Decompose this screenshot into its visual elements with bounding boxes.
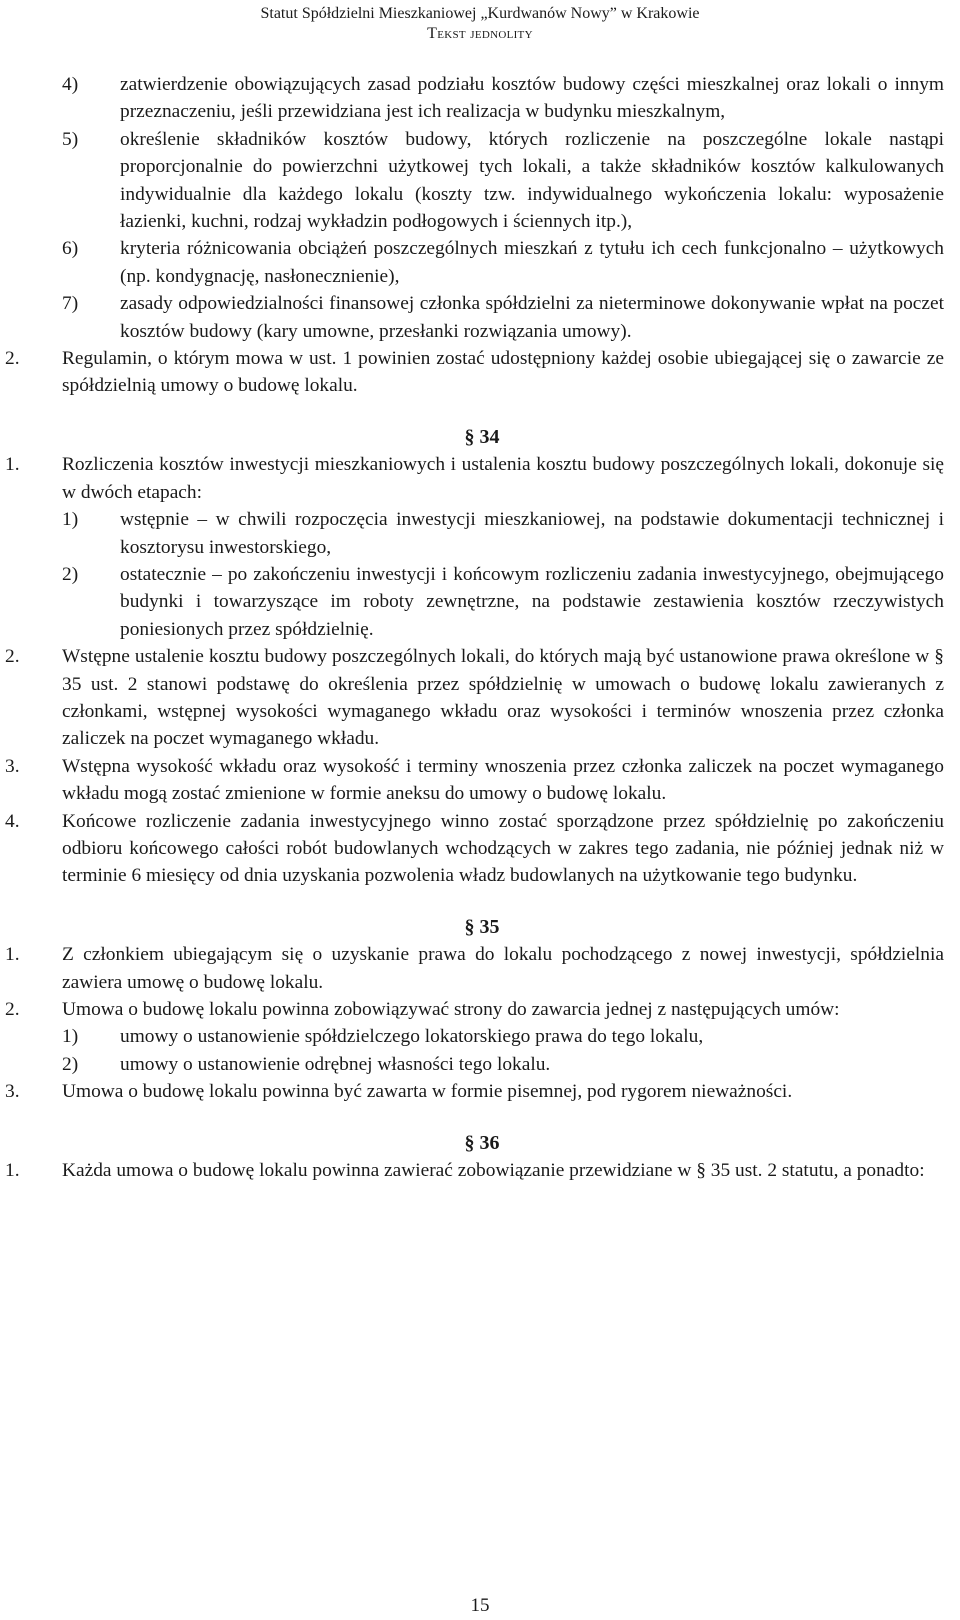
item-number: 2): [62, 563, 79, 585]
list-item: [0, 506, 960, 561]
item-text: zatwierdzenie obowiązujących zasad podziału kosztów budowy części mieszkalnej oraz lokali o innym przeznaczeniu, jeśli przewidziana jest ich realizacja w budynku mieszkalnym,: [120, 74, 944, 123]
item-number: 4): [62, 74, 79, 95]
section-34: [0, 451, 960, 890]
list-item: [0, 71, 960, 126]
paragraph-number: 2.: [5, 999, 20, 1020]
paragraph-text: Umowa o budowę lokalu powinna zobowiązywać strony do zawarcia jednej z następujących umów:: [62, 999, 840, 1020]
section-sign: §: [464, 1131, 475, 1154]
list-item: [0, 126, 960, 236]
section-number: 35: [479, 915, 500, 938]
item-text: określenie składników kosztów budowy, których rozliczenie na poszczególne lokale nastąpi proporcjonalnie do powierzchni użytkowej tych lokali, a także składników kosztów kalkulowanych indywidualnie dla każdego lokalu (koszty tzw. indywidualnego wykończenia lokalu: wyposażenie łazienki, kuchni, rodzaj wykładzin podłogowych i ściennych itp.),: [120, 128, 944, 233]
paragraph-text: Rozliczenia kosztów inwestycji mieszkaniowych i ustalenia kosztu budowy poszczególnych lokali, dokonuje się w dwóch etapach:: [62, 454, 944, 503]
item-number: 2): [62, 1053, 79, 1075]
item-number: 1): [62, 1026, 79, 1048]
paragraph-number: 3.: [5, 1081, 20, 1103]
paragraph-number: 1.: [5, 944, 20, 966]
section-number: 34: [479, 425, 500, 448]
paragraph: [0, 808, 960, 890]
section-36: [0, 1157, 960, 1184]
list-item: [0, 235, 960, 290]
list-item: [0, 561, 960, 643]
paragraph-text: Końcowe rozliczenie zadania inwestycyjnego winno zostać sporządzone przez spółdzielnię po zakończeniu odbioru końcowego całości robót budowlanych wchodzących w zakres tego zadania, nie później jednak niż w terminie 6 miesięcy od dnia uzyskania pozwolenia władz budowlanych na użytkowanie tego budynku.: [62, 810, 944, 887]
paragraph: [0, 345, 960, 400]
section-sign: §: [464, 915, 475, 938]
header-title: Statut Spółdzielni Mieszkaniowej „Kurdwanów Nowy” w Krakowie: [260, 5, 700, 22]
section-number: 36: [479, 1131, 500, 1154]
paragraph-text: Z członkiem ubiegającym się o uzyskanie prawa do lokalu pochodzącego z nowej inwestycji, spółdzielnia zawiera umowę o budowę lokalu.: [62, 944, 944, 993]
paragraph: [0, 1157, 960, 1184]
paragraph: [0, 451, 960, 506]
paragraph-number: 3.: [5, 755, 20, 777]
list-block-a: [0, 71, 960, 400]
list-item: [0, 1023, 960, 1050]
paragraph-text: Wstępne ustalenie kosztu budowy poszczególnych lokali, do których mają być ustanowione prawa określone w § 35 ust. 2 stanowi podstawę do określenia przez spółdzielnię w umowach o budowę lokalu zawieranych z członkami, wstępnej wysokości wymaganego wkładu oraz wysokości i terminów wnoszenia przez członka zaliczek na poczet wymaganego wkładu.: [62, 646, 944, 750]
paragraph: [0, 643, 960, 753]
item-number: 6): [62, 238, 79, 260]
document-body: [0, 71, 960, 1184]
paragraph-number: 1.: [5, 1160, 20, 1182]
paragraph-number: 4.: [5, 810, 20, 832]
paragraph-number: 1.: [5, 454, 20, 476]
item-text: wstępnie – w chwili rozpoczęcia inwestycji mieszkaniowej, na podstawie dokumentacji technicznej i kosztorysu inwestorskiego,: [120, 509, 944, 558]
item-text: ostatecznie – po zakończeniu inwestycji i końcowym rozliczeniu zadania inwestycyjnego, obejmującego budynki i towarzyszące im roboty zewnętrzne, na podstawie zestawienia kosztów rzeczywistych poniesionych przez spółdzielnię.: [120, 563, 944, 640]
paragraph-number: 2.: [5, 348, 20, 370]
item-text: umowy o ustanowienie spółdzielczego lokatorskiego prawa do tego lokalu,: [120, 1026, 704, 1048]
paragraph: [0, 753, 960, 808]
paragraph-text: Regulamin, o którym mowa w ust. 1 powinien zostać udostępniony każdej osobie ubiegającej się o zawarcie ze spółdzielnią umowy o budowę lokalu.: [62, 348, 944, 397]
item-number: 1): [62, 509, 79, 531]
section-heading-35: [0, 914, 960, 941]
paragraph: [0, 996, 960, 1023]
list-item: [0, 1051, 960, 1078]
section-heading-36: [0, 1130, 960, 1157]
paragraph: [0, 1078, 960, 1105]
page-header: [0, 4, 960, 44]
paragraph-text: Każda umowa o budowę lokalu powinna zawierać zobowiązanie przewidziane w § 35 ust. 2 statutu, a ponadto:: [62, 1160, 925, 1182]
section-heading-34: [0, 424, 960, 451]
item-text: umowy o ustanowienie odrębnej własności tego lokalu.: [120, 1053, 551, 1075]
section-sign: §: [464, 425, 475, 448]
page-number: 15: [470, 1595, 490, 1616]
paragraph-number: 2.: [5, 646, 20, 668]
item-text: kryteria różnicowania obciążeń poszczególnych mieszkań z tytułu ich cech funkcjonalno – użytkowych (np. kondygnację, nasłonecznienie),: [120, 238, 944, 287]
item-number: 7): [62, 293, 79, 315]
paragraph-text: Wstępna wysokość wkładu oraz wysokość i terminy wnoszenia przez członka zaliczek na poczet wymaganego wkładu mogą zostać zmienione w formie aneksu do umowy o budowę lokalu.: [62, 755, 944, 805]
list-item: [0, 290, 960, 345]
item-number: 5): [62, 128, 79, 150]
paragraph: [0, 941, 960, 996]
header-subtitle: Tekst jednolity: [427, 25, 533, 42]
section-35: [0, 941, 960, 1105]
item-text: zasady odpowiedzialności finansowej członka spółdzielni za nieterminowe dokonywanie wpłat na poczet kosztów budowy (kary umowne, przesłanki rozwiązania umowy).: [120, 293, 944, 342]
paragraph-text: Umowa o budowę lokalu powinna być zawarta w formie pisemnej, pod rygorem nieważności.: [62, 1081, 793, 1103]
